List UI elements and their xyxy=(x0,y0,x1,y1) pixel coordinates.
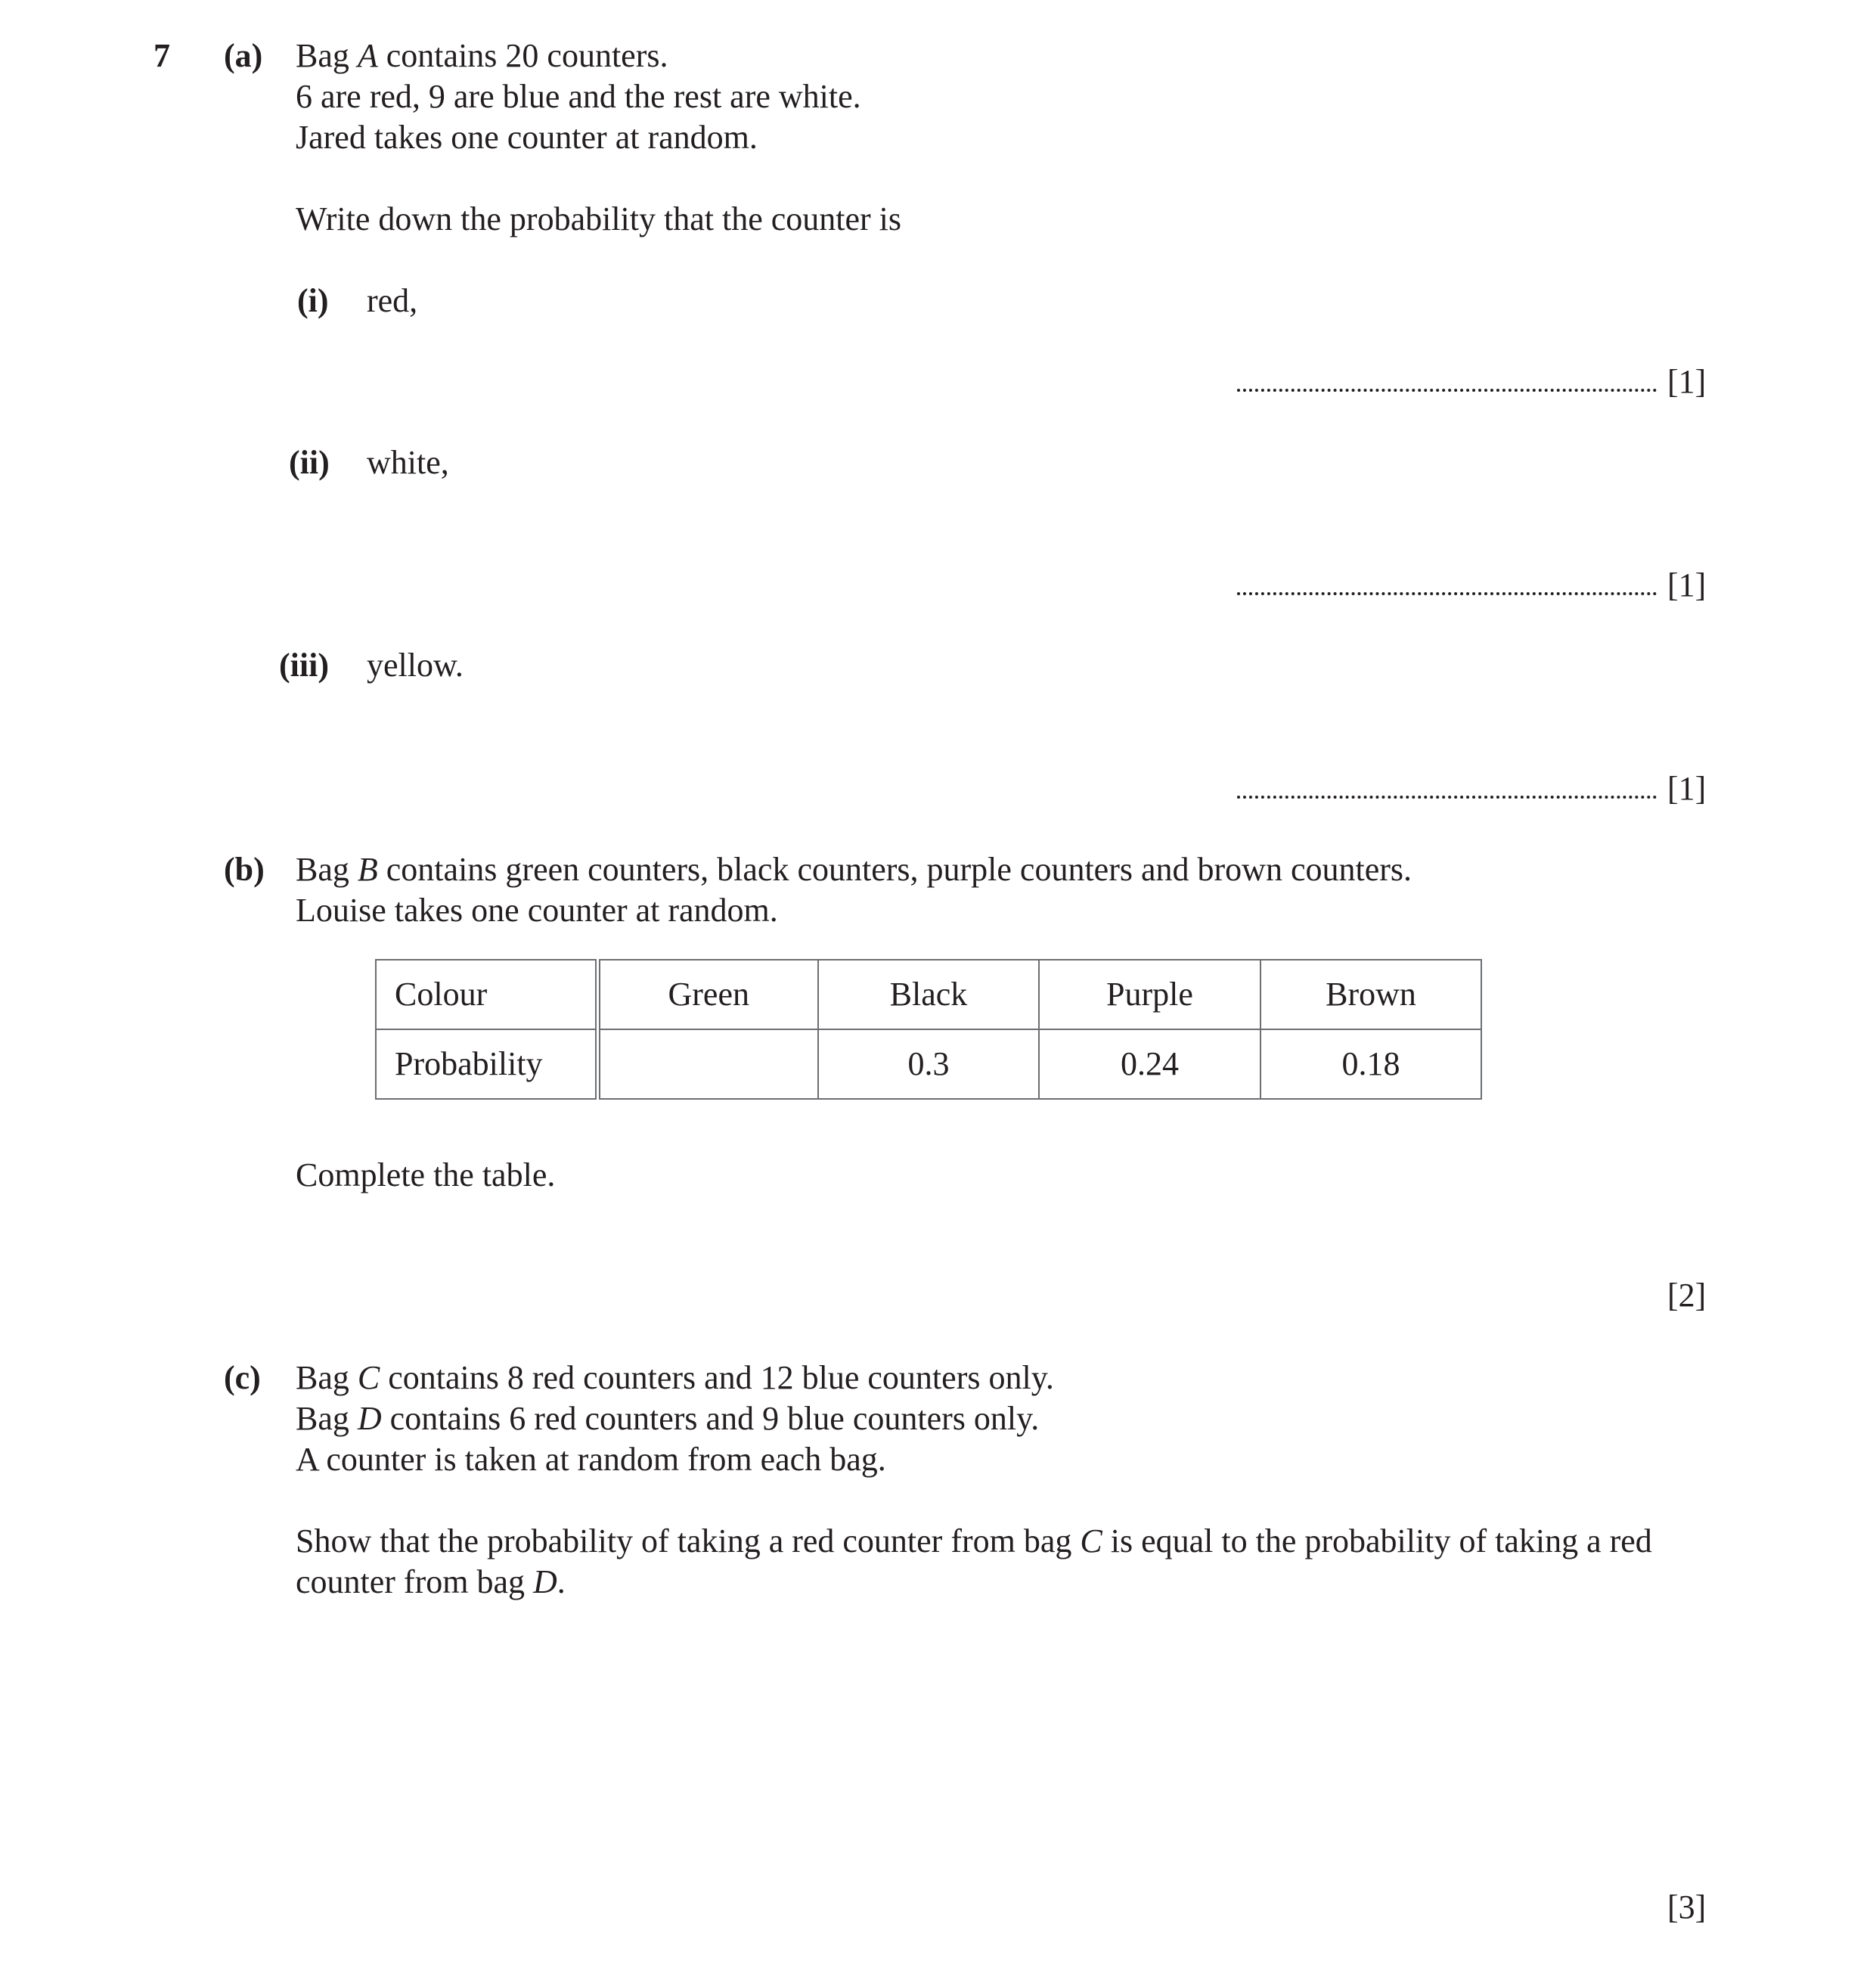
part-a-iii-label: (iii) xyxy=(279,647,329,684)
part-c-label: (c) xyxy=(224,1359,261,1396)
part-b-label: (b) xyxy=(224,851,265,888)
table-cell-green-answer[interactable] xyxy=(597,1029,818,1099)
table-header-brown: Brown xyxy=(1260,960,1481,1029)
part-c-instruction-2: counter from bag D. xyxy=(296,1563,566,1600)
part-b-instruction: Complete the table. xyxy=(296,1156,556,1193)
table-header-purple: Purple xyxy=(1039,960,1260,1029)
part-a-line-2: 6 are red, 9 are blue and the rest are white. xyxy=(296,78,861,115)
part-b-line-1: Bag B contains green counters, black counters, purple counters and brown counters. xyxy=(296,851,1412,888)
table-cell-probability-label: Probability xyxy=(376,1029,597,1099)
part-a-iii-text: yellow. xyxy=(367,647,464,684)
table-cell-black: 0.3 xyxy=(818,1029,1039,1099)
table-header-black: Black xyxy=(818,960,1039,1029)
question-number: 7 xyxy=(153,37,170,74)
answer-line-a-i[interactable] xyxy=(1237,389,1657,392)
part-a-label: (a) xyxy=(224,37,263,74)
mark-c: [3] xyxy=(1667,1888,1707,1926)
table-cell-brown: 0.18 xyxy=(1260,1029,1481,1099)
probability-table xyxy=(375,959,1482,1100)
table-header-green: Green xyxy=(597,960,818,1029)
part-a-i-label: (i) xyxy=(297,282,329,319)
mark-a-i: [1] xyxy=(1667,363,1707,400)
part-a-ii-label: (ii) xyxy=(289,444,330,481)
part-c-line-1: Bag C contains 8 red counters and 12 blue counters only. xyxy=(296,1359,1054,1396)
part-c-line-2: Bag D contains 6 red counters and 9 blue counters only. xyxy=(296,1400,1040,1437)
mark-b: [2] xyxy=(1667,1277,1707,1314)
answer-line-a-iii[interactable] xyxy=(1237,796,1657,799)
part-a-ii-text: white, xyxy=(367,444,449,481)
table-row-probability xyxy=(376,1029,1481,1099)
part-b-line-2: Louise takes one counter at random. xyxy=(296,892,778,929)
part-a-i-text: red, xyxy=(367,282,418,319)
mark-a-iii: [1] xyxy=(1667,770,1707,807)
table-header-colour: Colour xyxy=(376,960,597,1029)
answer-line-a-ii[interactable] xyxy=(1237,592,1657,595)
part-c-instruction-1: Show that the probability of taking a red counter from bag C is equal to the probability of taking a red xyxy=(296,1522,1652,1559)
part-c-line-3: A counter is taken at random from each bag. xyxy=(296,1441,886,1478)
part-a-instruction: Write down the probability that the counter is xyxy=(296,200,902,237)
table-row-colour xyxy=(376,960,1481,1029)
part-a-line-3: Jared takes one counter at random. xyxy=(296,119,758,156)
table-cell-purple: 0.24 xyxy=(1039,1029,1260,1099)
mark-a-ii: [1] xyxy=(1667,566,1707,604)
part-a-line-1: Bag A contains 20 counters. xyxy=(296,37,668,74)
